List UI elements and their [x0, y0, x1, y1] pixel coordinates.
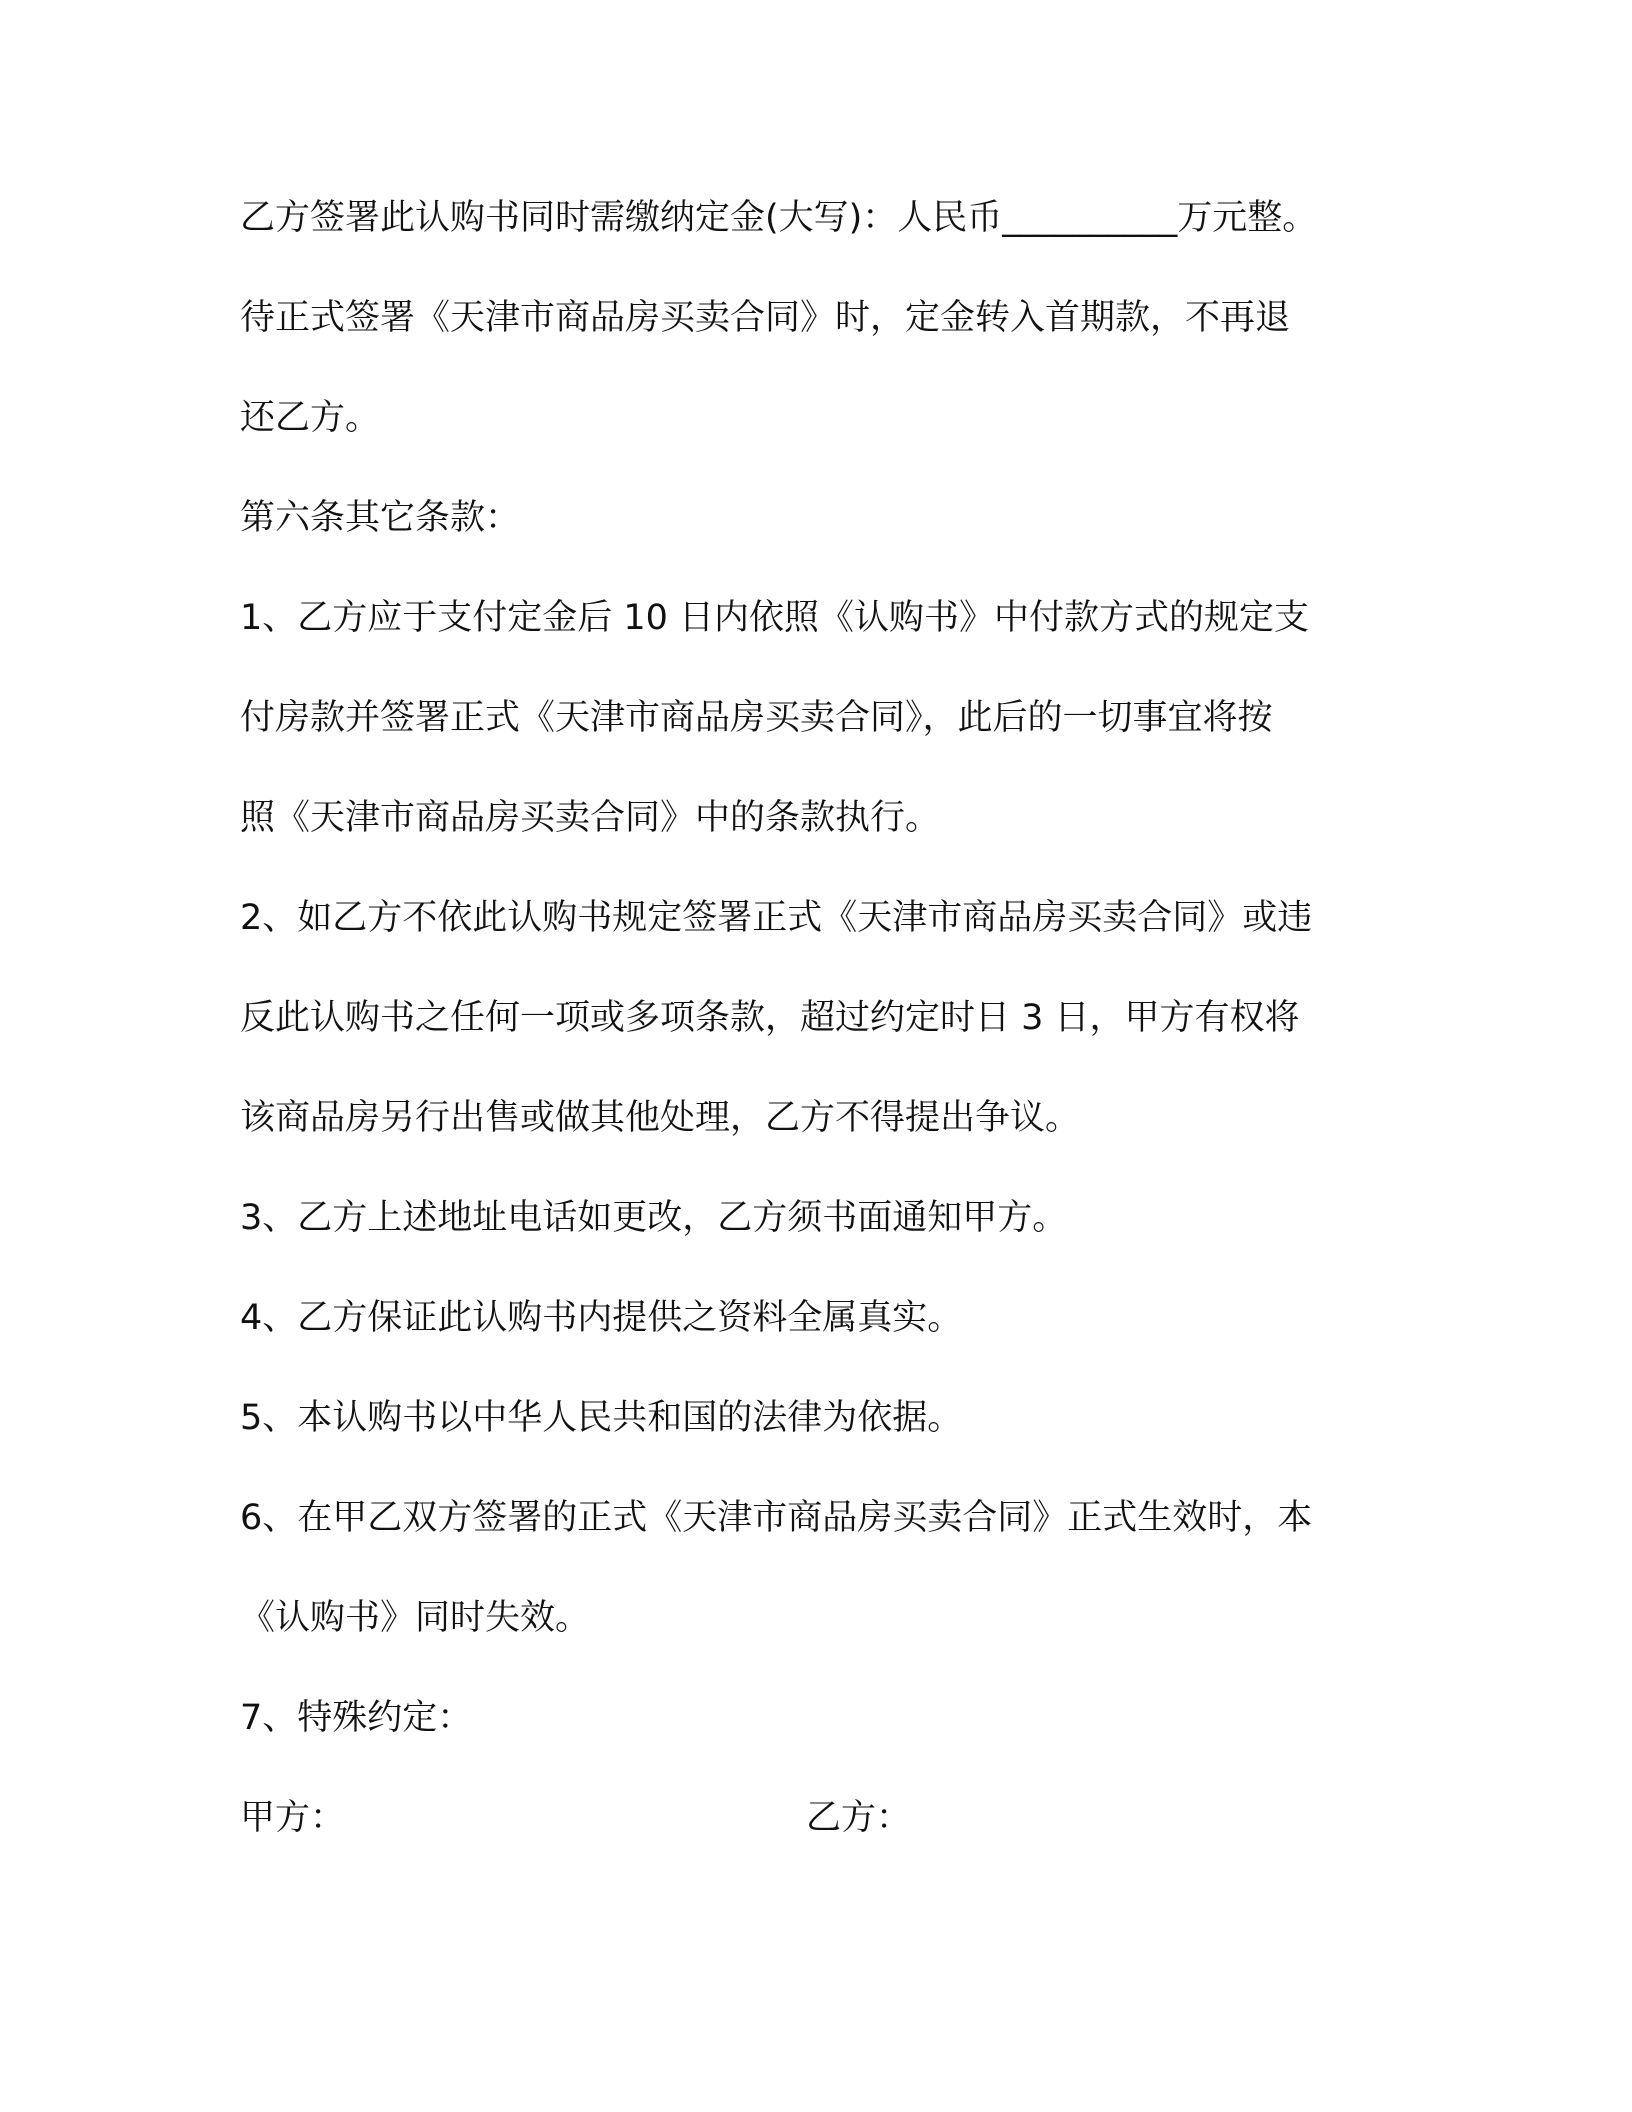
party-a-signature-label: 甲方： — [240, 1798, 346, 1838]
clause-7: 7、特殊约定： — [240, 1698, 473, 1738]
clause-2-line-3: 该商品房另行出售或做其他处理，乙方不得提出争议。 — [240, 1098, 1081, 1138]
clause-6-line-2: 《认购书》同时失效。 — [240, 1598, 591, 1638]
text-line-1: 乙方签署此认购书同时需缴纳定金(大写)：人民币__________万元整。 — [240, 198, 1318, 238]
clause-1-line-3: 照《天津市商品房买卖合同》中的条款执行。 — [240, 798, 941, 838]
party-b-signature-label: 乙方： — [806, 1798, 912, 1838]
clause-5: 5、本认购书以中华人民共和国的法律为依据。 — [240, 1398, 963, 1438]
clause-6-line-1: 6、在甲乙双方签署的正式《天津市商品房买卖合同》正式生效时，本 — [240, 1498, 1313, 1538]
clause-2-line-2: 反此认购书之任何一项或多项条款，超过约定时日 3 日，甲方有权将 — [240, 998, 1300, 1038]
clause-3: 3、乙方上述地址电话如更改，乙方须书面通知甲方。 — [240, 1198, 1068, 1238]
clause-4: 4、乙方保证此认购书内提供之资料全属真实。 — [240, 1298, 963, 1338]
text-line-2: 待正式签署《天津市商品房买卖合同》时，定金转入首期款，不再退 — [240, 298, 1291, 338]
section-heading-article-6: 第六条其它条款： — [240, 498, 521, 538]
clause-1-line-2: 付房款并签署正式《天津市商品房买卖合同》，此后的一切事宜将按 — [240, 698, 1273, 738]
text-line-3: 还乙方。 — [240, 398, 381, 438]
clause-1-line-1: 1、乙方应于支付定金后 10 日内依照《认购书》中付款方式的规定支 — [240, 598, 1310, 638]
clause-2-line-1: 2、如乙方不依此认购书规定签署正式《天津市商品房买卖合同》或违 — [240, 898, 1313, 938]
